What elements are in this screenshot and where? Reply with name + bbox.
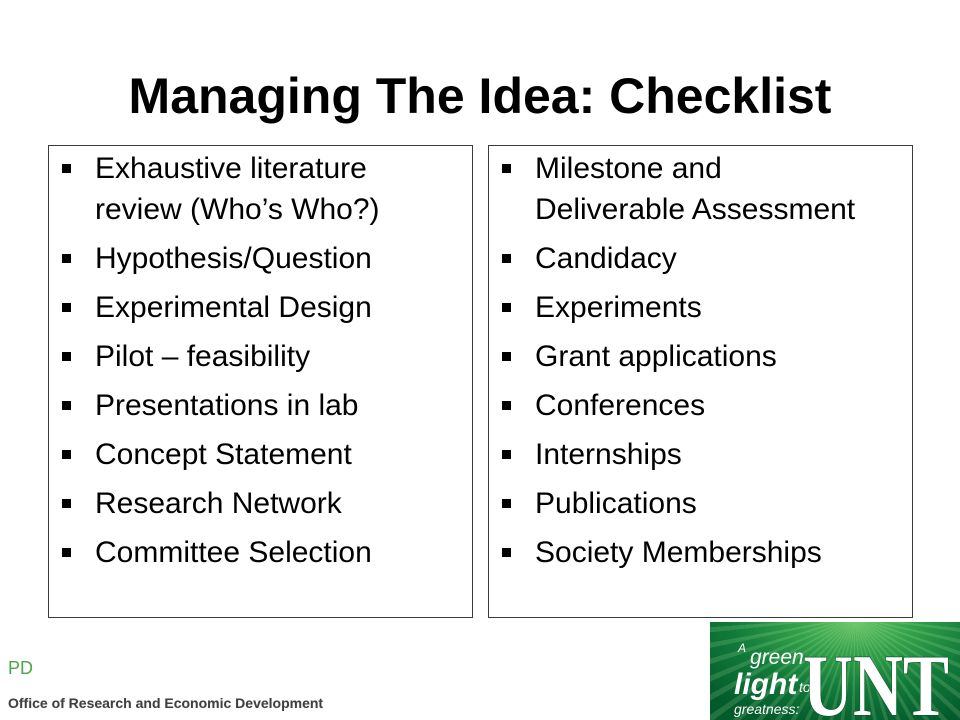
square-bullet-icon [62, 254, 71, 263]
square-bullet-icon [502, 401, 511, 410]
left-checklist-item [49, 385, 472, 426]
right-checklist-panel [488, 145, 913, 618]
square-bullet-icon [62, 548, 71, 557]
right-checklist-item [489, 336, 912, 377]
left-checklist-item [49, 532, 472, 573]
right-checklist-item [489, 238, 912, 279]
logo-tagline-to: to [799, 679, 811, 695]
unt-wordmark: UNT [803, 638, 949, 720]
square-bullet-icon [62, 164, 71, 173]
left-checklist-panel [48, 145, 473, 618]
left-checklist-item [49, 336, 472, 377]
square-bullet-icon [502, 164, 511, 173]
left-checklist-item [49, 434, 472, 475]
square-bullet-icon [62, 450, 71, 459]
square-bullet-icon [62, 352, 71, 361]
square-bullet-icon [502, 499, 511, 508]
right-checklist-item [489, 434, 912, 475]
right-checklist-item [489, 148, 912, 230]
right-checklist-item [489, 287, 912, 328]
square-bullet-icon [502, 303, 511, 312]
right-checklist-item [489, 385, 912, 426]
left-checklist-item [49, 148, 472, 230]
logo-tagline-light: light [734, 668, 798, 701]
footer-office-name: Office of Research and Economic Development [8, 695, 324, 711]
checklist-item-text: Presentations in lab [95, 389, 359, 422]
checklist-item-text: Internships [535, 438, 682, 471]
square-bullet-icon [502, 352, 511, 361]
logo-tagline-a: A [738, 641, 747, 655]
checklist-item-text: Concept Statement [95, 438, 352, 471]
logo-tagline-green: green [750, 646, 804, 669]
footer-initials: PD [8, 658, 34, 678]
square-bullet-icon [62, 303, 71, 312]
square-bullet-icon [62, 401, 71, 410]
unt-logo-artwork [710, 622, 960, 720]
checklist-item-text: Conferences [535, 389, 706, 422]
checklist-item-text: Experimental Design [95, 291, 372, 324]
left-checklist [49, 146, 472, 573]
checklist-item-text: Research Network [95, 487, 342, 520]
square-bullet-icon [62, 499, 71, 508]
checklist-item-text: Pilot – feasibility [95, 340, 311, 373]
square-bullet-icon [502, 548, 511, 557]
checklist-item-text: Committee Selection [95, 536, 372, 569]
checklist-item-text: Candidacy [535, 242, 677, 275]
checklist-item-text: Milestone and Deliverable Assessment [535, 152, 856, 226]
unt-logo [710, 622, 960, 720]
right-checklist-item [489, 532, 912, 573]
slide-title: Managing The Idea: Checklist [128, 68, 832, 124]
right-checklist [489, 146, 912, 573]
checklist-item-text: Publications [535, 487, 697, 520]
left-checklist-item [49, 483, 472, 524]
square-bullet-icon [502, 254, 511, 263]
checklist-item-text: Society Memberships [535, 536, 822, 569]
right-checklist-item [489, 483, 912, 524]
left-checklist-item [49, 287, 472, 328]
square-bullet-icon [502, 450, 511, 459]
left-checklist-item [49, 238, 472, 279]
logo-tagline-greatness: greatness: [734, 701, 800, 717]
checklist-item-text: Experiments [535, 291, 702, 324]
checklist-item-text: Exhaustive literature review (Who’s Who?) [95, 152, 380, 226]
checklist-item-text: Grant applications [535, 340, 777, 373]
checklist-item-text: Hypothesis/Question [95, 242, 372, 275]
